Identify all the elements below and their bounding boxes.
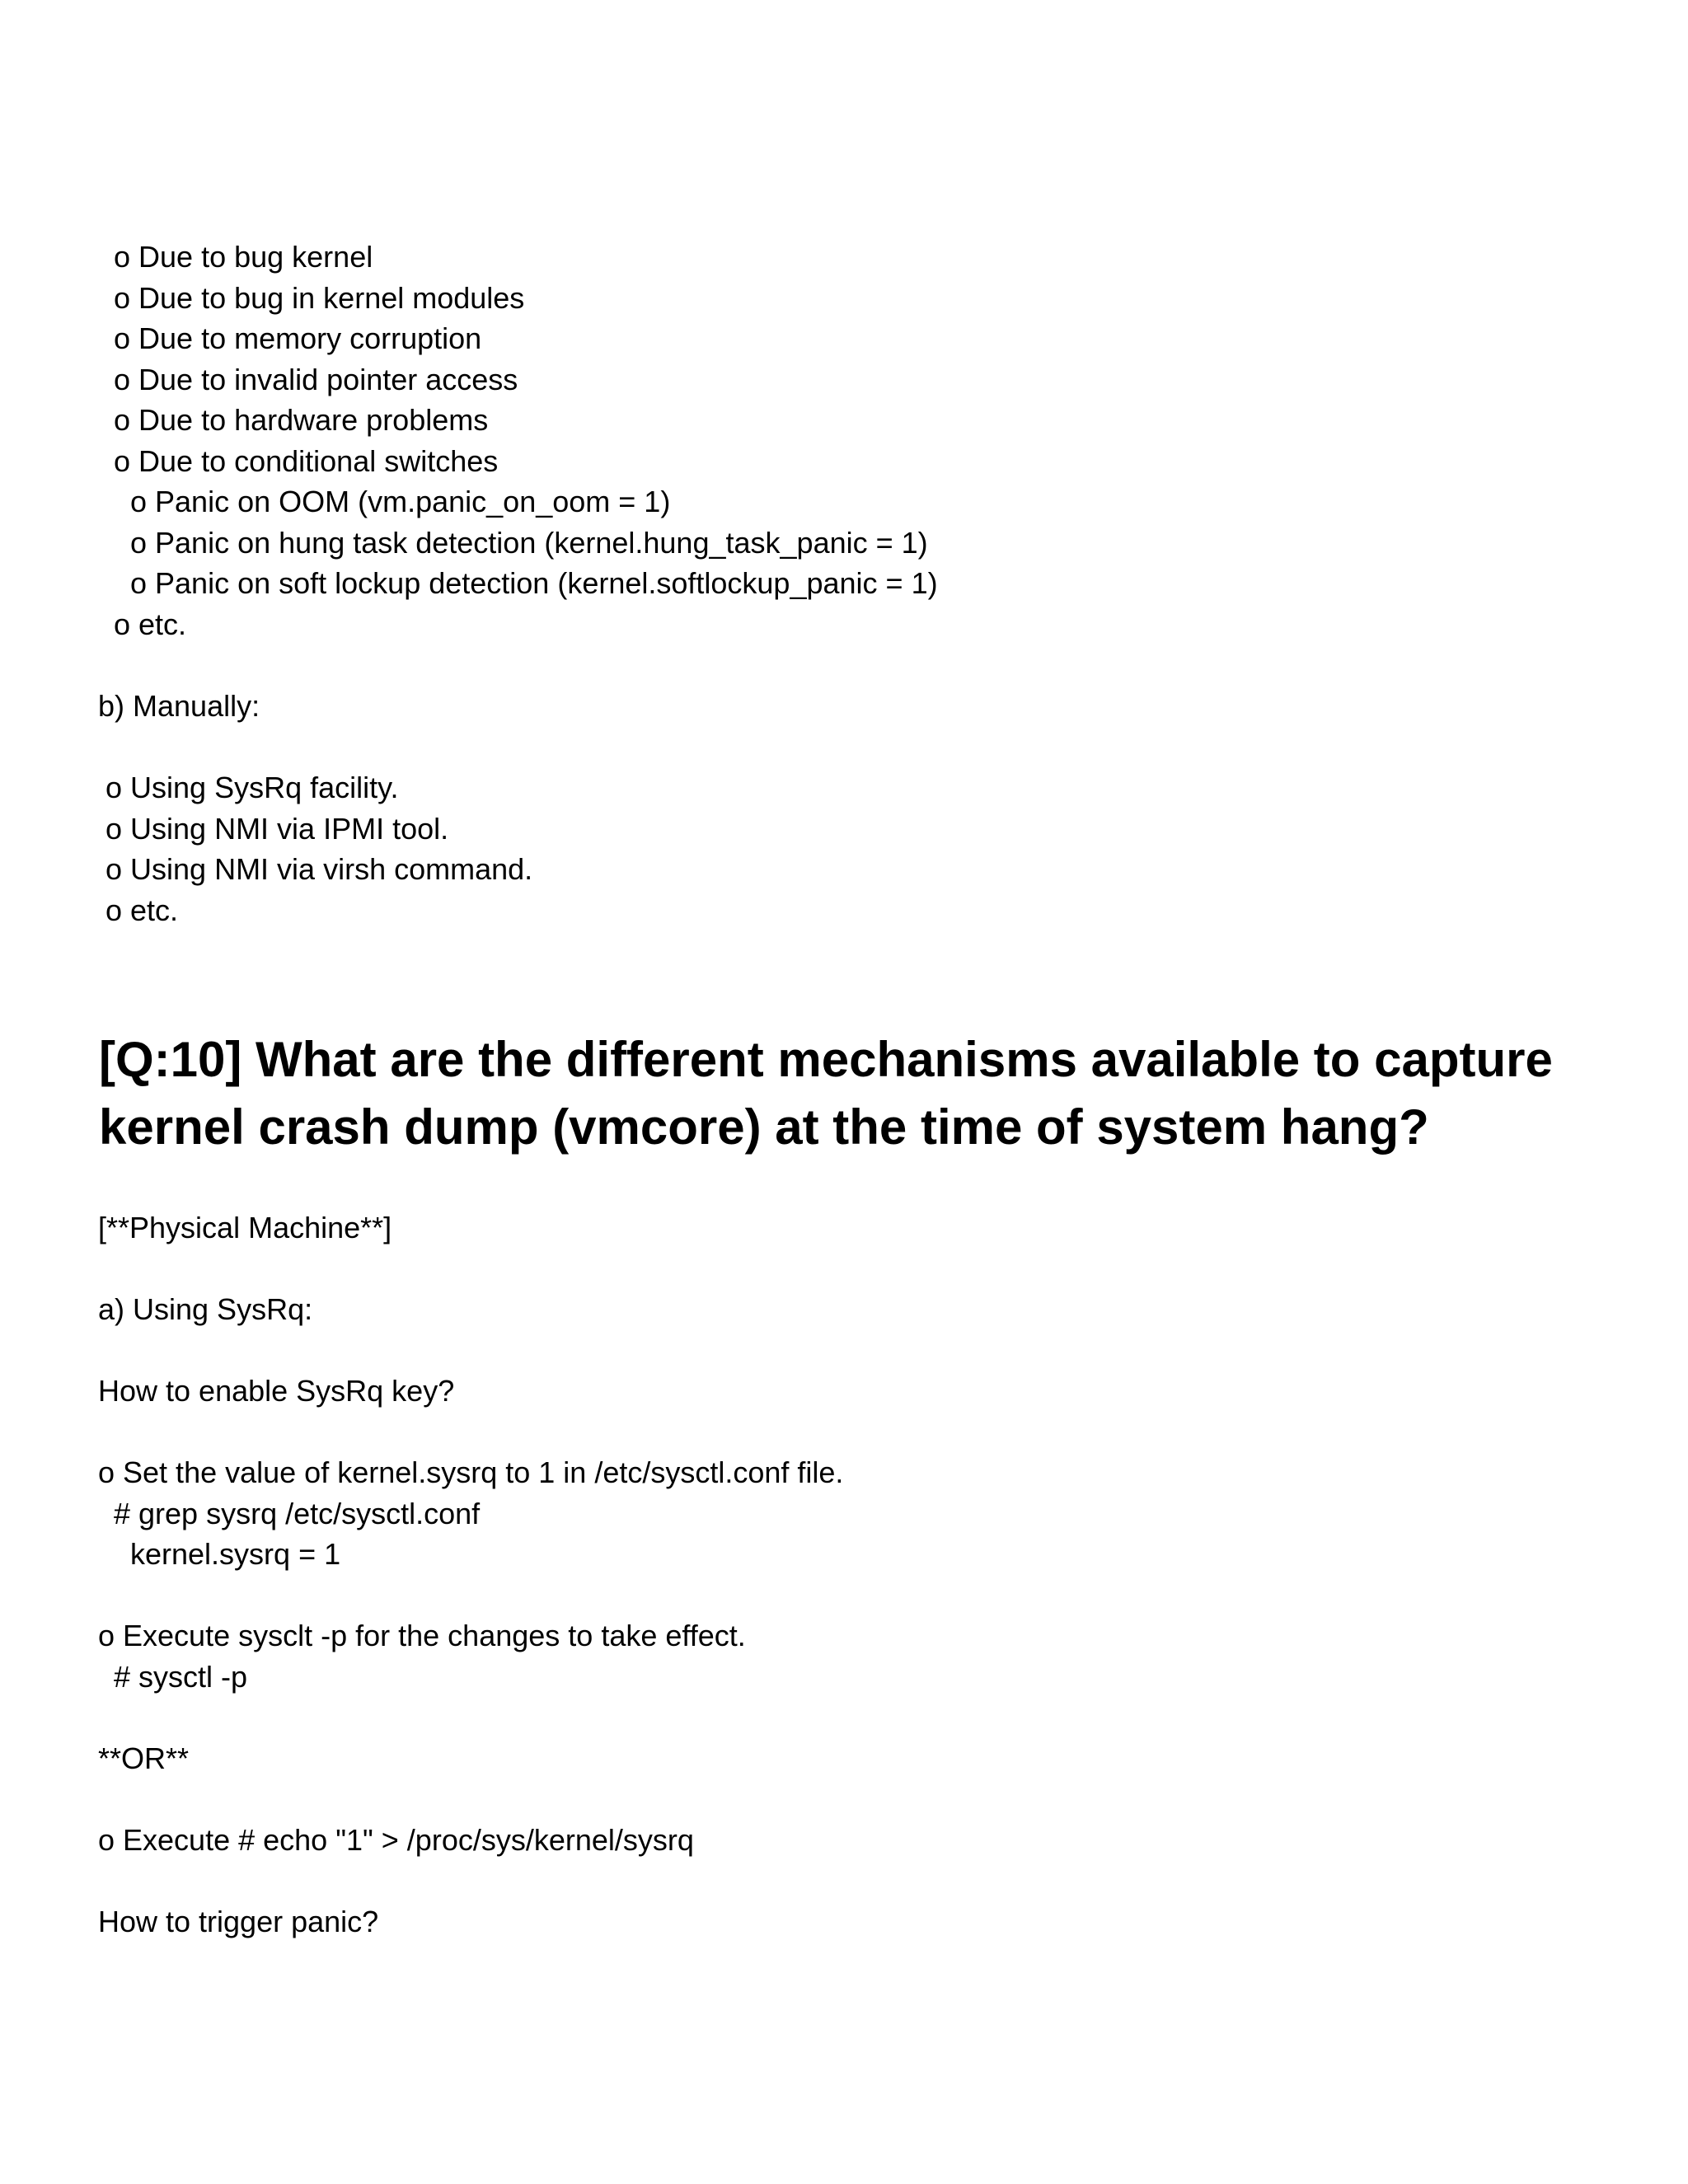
manual-item-sysrq: o Using SysRq facility.: [106, 771, 399, 804]
manual-item-nmi-ipmi: o Using NMI via IPMI tool.: [106, 812, 449, 846]
grep-output: kernel.sysrq = 1: [130, 1537, 341, 1571]
trigger-panic-question: How to trigger panic?: [98, 1905, 379, 1938]
set-value-step: o Set the value of kernel.sysrq to 1 in /etc/sysctl.conf file.: [98, 1455, 844, 1489]
sub-item-panic-soft-lockup: o Panic on soft lockup detection (kernel.softlockup_panic = 1): [130, 566, 938, 600]
physical-machine-label: [**Physical Machine**]: [98, 1211, 392, 1244]
list-item-hardware-problems: o Due to hardware problems: [114, 403, 489, 437]
manual-label: b) Manually:: [98, 689, 260, 723]
sub-item-panic-hung-task: o Panic on hung task detection (kernel.hung_task_panic = 1): [130, 526, 928, 560]
execute-sysctl-step: o Execute sysclt -p for the changes to take effect.: [98, 1619, 746, 1652]
sysctl-command: # sysctl -p: [114, 1660, 248, 1694]
enable-sysrq-question: How to enable SysRq key?: [98, 1374, 455, 1408]
question-heading: [Q:10] What are the different mechanisms available to capture kernel crash dump (vmcore) at the time of system hang?: [99, 1032, 1553, 1155]
list-item-memory-corruption: o Due to memory corruption: [114, 321, 482, 355]
sub-item-panic-oom: o Panic on OOM (vm.panic_on_oom = 1): [130, 485, 671, 518]
list-item-bug-kernel-modules: o Due to bug in kernel modules: [114, 281, 525, 315]
list-item-bug-kernel: o Due to bug kernel: [114, 240, 373, 274]
list-item-conditional-switches: o Due to conditional switches: [114, 444, 499, 478]
or-label: **OR**: [98, 1741, 190, 1775]
manual-item-etc: o etc.: [106, 893, 179, 927]
manual-item-nmi-virsh: o Using NMI via virsh command.: [106, 852, 533, 886]
sysrq-label: a) Using SysRq:: [98, 1292, 313, 1326]
echo-step: o Execute # echo "1" > /proc/sys/kernel/sysrq: [98, 1823, 694, 1857]
list-item-invalid-pointer: o Due to invalid pointer access: [114, 363, 518, 396]
grep-command: # grep sysrq /etc/sysctl.conf: [114, 1497, 481, 1530]
list-item-etc: o etc.: [114, 607, 187, 641]
